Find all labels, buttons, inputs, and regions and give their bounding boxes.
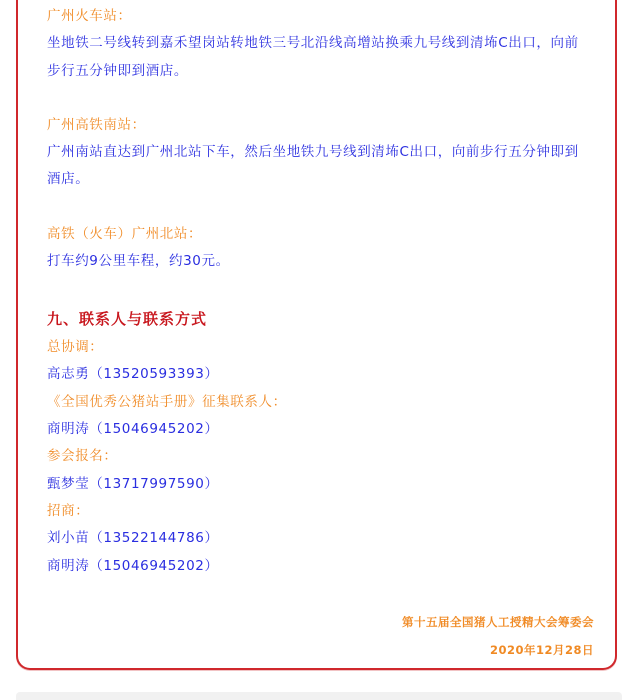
contact-person: 商明涛（15046945202） [47, 558, 219, 574]
section-heading: 九、联系人与联系方式 [47, 310, 208, 328]
organizer-signature: 第十五届全国猪人工授精大会筹委会 [402, 615, 594, 629]
route-line: 广州南站直达到广州北站下车，然后坐地铁九号线到清㘵C出口，向前步行五分钟即到 [47, 144, 579, 160]
contact-person: 高志勇（13520593393） [47, 366, 219, 382]
contact-role: 招商： [47, 503, 90, 519]
route-title: 高铁（火车）广州北站： [47, 226, 203, 242]
route-line: 坐地铁二号线转到嘉禾望岗站转地铁三号北沿线高增站换乘九号线到清㘵C出口，向前 [47, 35, 579, 51]
contact-person: 商明涛（15046945202） [47, 421, 219, 437]
contact-role: 总协调： [47, 339, 104, 355]
contact-role: 参会报名： [47, 448, 118, 464]
route-line: 酒店。 [47, 171, 90, 187]
next-card-edge [16, 692, 622, 700]
content-card [16, 0, 617, 670]
route-line: 步行五分钟即到酒店。 [47, 63, 188, 79]
route-line: 打车约9公里车程，约30元。 [47, 253, 230, 269]
route-title: 广州高铁南站： [47, 117, 146, 133]
route-title: 广州火车站： [47, 8, 132, 24]
contact-person: 刘小苗（13522144786） [47, 530, 219, 546]
contact-role: 《全国优秀公猪站手册》征集联系人： [47, 394, 287, 410]
signature-date: 2020年12月28日 [489, 643, 594, 657]
contact-person: 甄梦莹（13717997590） [47, 476, 219, 492]
